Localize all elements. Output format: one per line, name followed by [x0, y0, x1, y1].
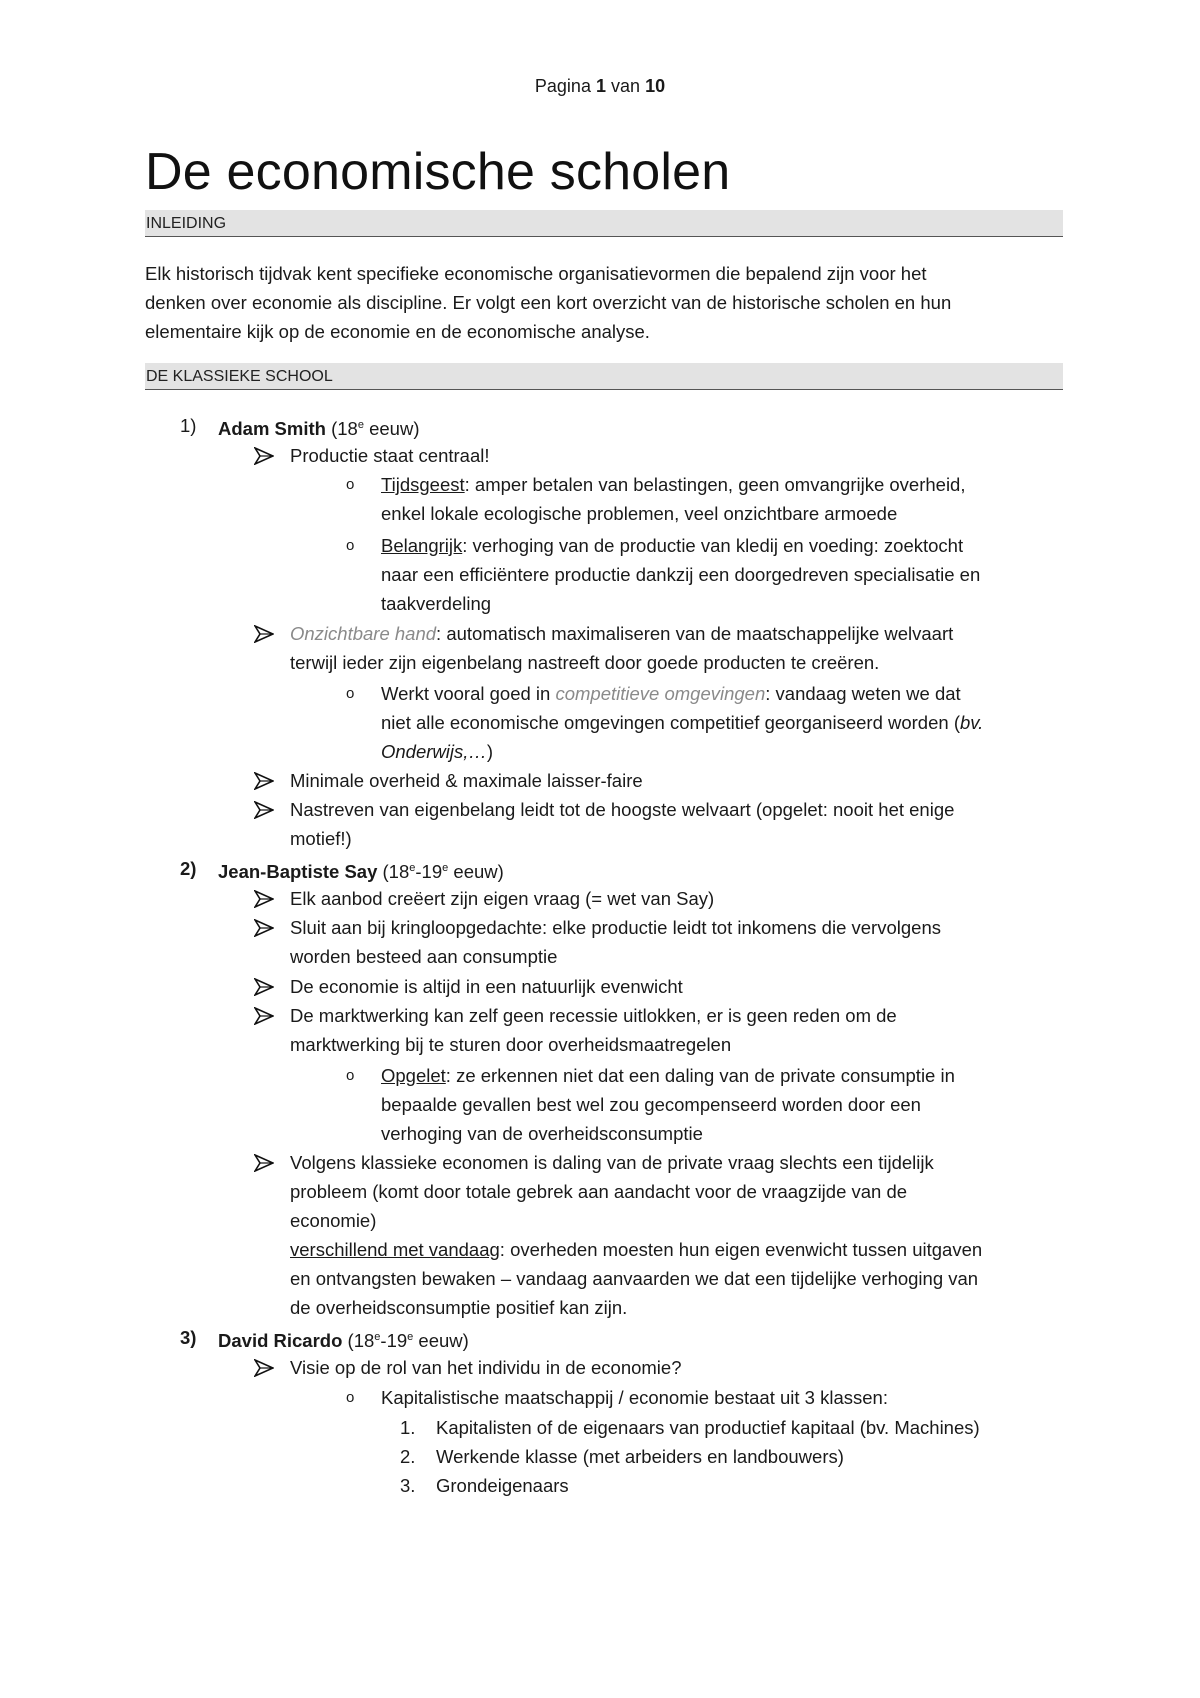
circle-bullet-icon: o: [346, 476, 355, 493]
list-item-continuation: worden besteed aan consumptie: [290, 946, 558, 967]
list-item-continuation: Onderwijs,…): [381, 741, 494, 762]
arrow-bullet-icon: [254, 801, 274, 819]
list-item-continuation: probleem (komt door totale gebrek aan aandacht voor de vraagzijde van de: [290, 1181, 908, 1202]
list-item-continuation: verschillend met vandaag: overheden moesten hun eigen evenwicht tussen uitgaven: [290, 1239, 983, 1260]
arrow-bullet-icon: [254, 625, 274, 643]
list-item: Tijdsgeest: amper betalen van belastingen, geen omvangrijke overheid,: [381, 474, 966, 495]
list-item: Volgens klassieke economen is daling van de private vraag slechts een tijdelijk: [290, 1152, 934, 1173]
arrow-bullet-icon: [254, 890, 274, 908]
economist-heading-say: Jean-Baptiste Say (18e-19e eeuw): [218, 861, 504, 883]
list-item: Kapitalistische maatschappij / economie bestaat uit 3 klassen:: [381, 1387, 888, 1408]
arrow-bullet-icon: [254, 978, 274, 996]
circle-bullet-icon: o: [346, 685, 355, 702]
section-heading-klassieke-school: DE KLASSIEKE SCHOOL: [145, 363, 1063, 390]
document-title: De economische scholen: [145, 143, 731, 201]
circle-bullet-icon: o: [346, 1389, 355, 1406]
list-item: Onzichtbare hand: automatisch maximaliseren van de maatschappelijke welvaart: [290, 623, 954, 644]
intro-line: denken over economie als discipline. Er volgt een kort overzicht van de historische scholen en hun: [145, 292, 952, 313]
list-number: 3): [180, 1327, 197, 1348]
list-item: De economie is altijd in een natuurlijk evenwicht: [290, 976, 683, 997]
page-number: Pagina 1 van 10: [534, 76, 666, 96]
list-item: Opgelet: ze erkennen niet dat een daling van de private consumptie in: [381, 1065, 955, 1086]
circle-bullet-icon: o: [346, 1067, 355, 1084]
economist-heading-smith: Adam Smith (18e eeuw): [218, 418, 420, 440]
list-item: Belangrijk: verhoging van de productie van kledij en voeding: zoektocht: [381, 535, 964, 556]
list-item: Productie staat centraal!: [290, 445, 490, 466]
list-item: Nastreven van eigenbelang leidt tot de hoogste welvaart (opgelet: nooit het enige: [290, 799, 955, 820]
numbered-item-text: Kapitalisten of de eigenaars van productief kapitaal (bv. Machines): [436, 1417, 980, 1438]
intro-line: Elk historisch tijdvak kent specifieke economische organisatievormen die bepalend zijn voor het: [145, 263, 927, 284]
list-item-continuation: niet alle economische omgevingen competitief georganiseerd worden (bv.: [381, 712, 984, 733]
intro-line: elementaire kijk op de economie en de economische analyse.: [145, 321, 650, 342]
list-number: 1): [180, 415, 197, 436]
economist-heading-ricardo: David Ricardo (18e-19e eeuw): [218, 1330, 469, 1352]
circle-bullet-icon: o: [346, 537, 355, 554]
numbered-item-text: Werkende klasse (met arbeiders en landbouwers): [436, 1446, 844, 1467]
list-item-continuation: bepaalde gevallen best wel zou gecompenseerd worden door een: [381, 1094, 921, 1115]
arrow-bullet-icon: [254, 447, 274, 465]
list-number: 2): [180, 858, 197, 879]
arrow-bullet-icon: [254, 1007, 274, 1025]
list-item-continuation: taakverdeling: [381, 593, 492, 614]
numbered-item-number: 1.: [400, 1417, 416, 1438]
arrow-bullet-icon: [254, 1154, 274, 1172]
list-item: Minimale overheid & maximale laisser-faire: [290, 770, 643, 791]
list-item-continuation: marktwerking bij te sturen door overheidsmaatregelen: [290, 1034, 732, 1055]
list-item-continuation: terwijl ieder zijn eigenbelang nastreeft door goede producten te creëren.: [290, 652, 880, 673]
numbered-item-number: 2.: [400, 1446, 416, 1467]
list-item: Sluit aan bij kringloopgedachte: elke productie leidt tot inkomens die vervolgens: [290, 917, 941, 938]
numbered-item-number: 3.: [400, 1475, 416, 1496]
list-item-continuation: verhoging van de overheidsconsumptie: [381, 1123, 703, 1144]
list-item: De marktwerking kan zelf geen recessie uitlokken, er is geen reden om de: [290, 1005, 897, 1026]
list-item-continuation: naar een efficiëntere productie dankzij een doorgedreven specialisatie en: [381, 564, 981, 585]
list-item: Visie op de rol van het individu in de economie?: [290, 1357, 682, 1378]
arrow-bullet-icon: [254, 919, 274, 937]
list-item-continuation: de overheidsconsumptie positief kan zijn.: [290, 1297, 628, 1318]
list-item: Elk aanbod creëert zijn eigen vraag (= wet van Say): [290, 888, 715, 909]
list-item-continuation: enkel lokale ecologische problemen, veel onzichtbare armoede: [381, 503, 898, 524]
list-item: Werkt vooral goed in competitieve omgevingen: vandaag weten we dat: [381, 683, 961, 704]
section-heading-inleiding: INLEIDING: [145, 210, 1063, 237]
list-item-continuation: economie): [290, 1210, 377, 1231]
list-item-continuation: en ontvangsten bewaken – vandaag aanvaarden we dat een tijdelijke verhoging van: [290, 1268, 979, 1289]
arrow-bullet-icon: [254, 772, 274, 790]
arrow-bullet-icon: [254, 1359, 274, 1377]
numbered-item-text: Grondeigenaars: [436, 1475, 569, 1496]
list-item-continuation: motief!): [290, 828, 352, 849]
